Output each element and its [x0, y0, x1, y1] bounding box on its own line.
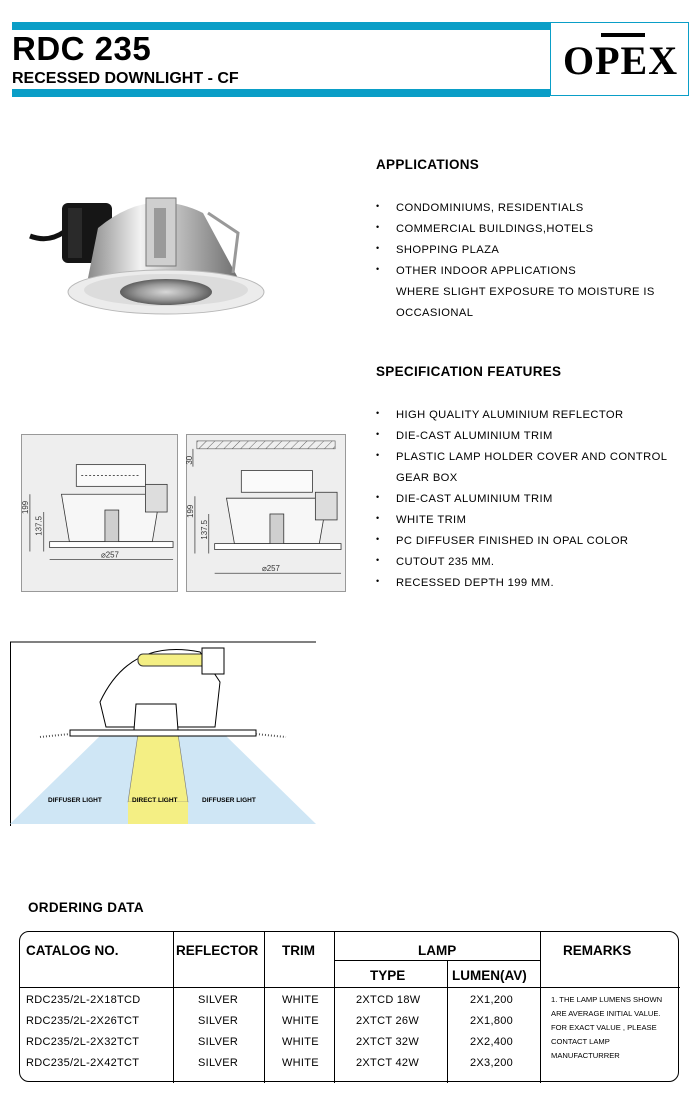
header-lumen: LUMEN(AV): [452, 968, 527, 983]
ordering-heading: ORDERING DATA: [28, 900, 144, 915]
dim-mid: 137.5: [199, 519, 209, 540]
list-item: • DIE-CAST ALUMINIUM TRIM: [376, 429, 553, 442]
page-subtitle: RECESSED DOWNLIGHT - CF: [12, 70, 239, 87]
list-item-continuation: WHERE SLIGHT EXPOSURE TO MOISTURE IS: [396, 286, 655, 298]
header-catalog: CATALOG NO.: [26, 943, 119, 958]
cell-catalog: RDC235/2L-2X32TCT: [26, 1036, 140, 1048]
header-reflector: REFLECTOR: [176, 943, 259, 958]
product-photo: [28, 188, 268, 323]
dim-diameter: ⌀257: [262, 564, 280, 574]
list-item: • DIE-CAST ALUMINIUM TRIM: [376, 492, 553, 505]
cell-reflector: SILVER: [198, 1057, 239, 1069]
cell-lumen: 2X1,200: [470, 994, 514, 1006]
cell-catalog: RDC235/2L-2X26TCT: [26, 1015, 140, 1027]
cell-lumen: 2X2,400: [470, 1036, 514, 1048]
logo-text: OPEX: [563, 38, 679, 83]
list-item: • CUTOUT 235 MM.: [376, 555, 495, 568]
list-item: • RECESSED DEPTH 199 MM.: [376, 576, 555, 589]
cell-reflector: SILVER: [198, 994, 239, 1006]
dim-height: 199: [20, 500, 30, 514]
cell-reflector: SILVER: [198, 1036, 239, 1048]
cell-type: 2XTCT 42W: [356, 1057, 420, 1069]
header-type: TYPE: [370, 968, 406, 983]
cell-trim: WHITE: [282, 1057, 319, 1069]
cell-type: 2XTCT 26W: [356, 1015, 420, 1027]
list-item: • CONDOMINIUMS, RESIDENTIALS: [376, 201, 584, 214]
header-lamp: LAMP: [418, 943, 457, 958]
drawing-section-view: [186, 434, 346, 592]
direct-light-label: DIRECT LIGHT: [132, 797, 178, 804]
col-divider: [334, 932, 335, 1083]
cell-reflector: SILVER: [198, 1015, 239, 1027]
list-item-continuation: OCCASIONAL: [396, 307, 474, 319]
applications-heading: APPLICATIONS: [376, 157, 480, 172]
remarks-line: 1. THE LAMP LUMENS SHOWN: [551, 995, 663, 1004]
list-item: • HIGH QUALITY ALUMINIUM REFLECTOR: [376, 408, 624, 421]
remarks-line: FOR EXACT VALUE , PLEASE: [551, 1023, 657, 1032]
cell-lumen: 2X3,200: [470, 1057, 514, 1069]
applications-list: [376, 198, 686, 324]
row-divider: [334, 960, 540, 961]
cell-trim: WHITE: [282, 1015, 319, 1027]
cell-catalog: RDC235/2L-2X18TCD: [26, 994, 141, 1006]
list-item: • WHITE TRIM: [376, 513, 467, 526]
diffuser-light-right-label: DIFFUSER LIGHT: [202, 797, 256, 804]
cell-lumen: 2X1,800: [470, 1015, 514, 1027]
remarks-text: [551, 993, 673, 1063]
remarks-line: ARE AVERAGE INITIAL VALUE.: [551, 1009, 661, 1018]
cell-trim: WHITE: [282, 994, 319, 1006]
diffuser-light-left-label: DIFFUSER LIGHT: [48, 797, 102, 804]
col-divider: [173, 932, 174, 1083]
ordering-table: [19, 931, 679, 1082]
dim-height: 199: [185, 504, 195, 518]
list-item-continuation: GEAR BOX: [396, 472, 458, 484]
list-item: • COMMERCIAL BUILDINGS,HOTELS: [376, 222, 594, 235]
header-trim: TRIM: [282, 943, 315, 958]
features-heading: SPECIFICATION FEATURES: [376, 364, 562, 379]
remarks-line: MANUFACTURRER: [551, 1051, 620, 1060]
list-item: • OTHER INDOOR APPLICATIONS: [376, 264, 577, 277]
col-divider: [264, 932, 265, 1083]
list-item: • PC DIFFUSER FINISHED IN OPAL COLOR: [376, 534, 629, 547]
dim-mid: 137.5: [34, 515, 44, 536]
page-title: RDC 235: [12, 30, 152, 67]
col-divider: [540, 932, 541, 1083]
list-item: • SHOPPING PLAZA: [376, 243, 500, 256]
drawing-side-view: [21, 434, 178, 592]
brand-logo: [550, 22, 689, 96]
list-item: • PLASTIC LAMP HOLDER COVER AND CONTROL: [376, 450, 668, 463]
cell-type: 2XTCT 32W: [356, 1036, 420, 1048]
cell-catalog: RDC235/2L-2X42TCT: [26, 1057, 140, 1069]
cell-trim: WHITE: [282, 1036, 319, 1048]
header-remarks: REMARKS: [563, 943, 632, 958]
row-divider: [20, 987, 680, 988]
features-list: [376, 405, 691, 594]
header-bottom-bar: [12, 89, 550, 97]
remarks-line: CONTACT LAMP: [551, 1037, 610, 1046]
dim-diameter: ⌀257: [100, 550, 119, 560]
col-divider: [447, 960, 448, 1083]
light-distribution-diagram: [10, 642, 316, 826]
cell-type: 2XTCD 18W: [356, 994, 421, 1006]
dim-top: 30: [184, 455, 194, 465]
header-top-bar: [12, 22, 550, 30]
